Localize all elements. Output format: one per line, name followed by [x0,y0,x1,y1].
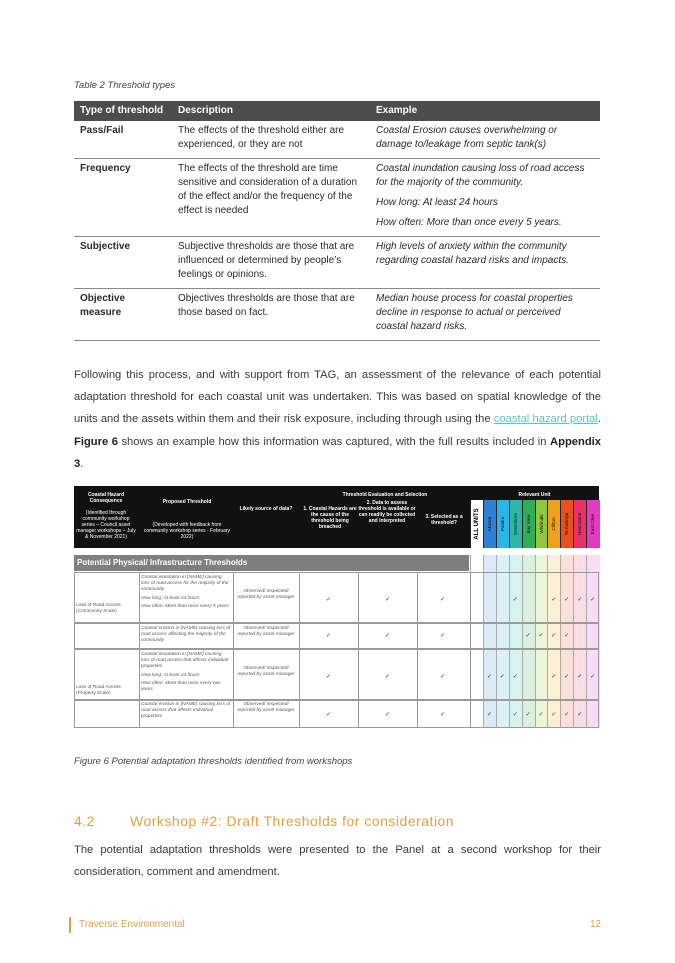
row-type: Objective measure [74,289,172,341]
fig-col-eval1: 1. Coastal Hazards are the cause of the threshold being breached [303,506,357,530]
fig-consequence: Loss of Road Access (Property Scale) [76,685,121,697]
header-description: Description [172,101,370,121]
check-mark: ✓ [551,712,557,718]
check-mark: ✓ [564,712,570,718]
coastal-hazard-portal-link[interactable]: coastal hazard portal [493,413,598,426]
grid-line [139,572,140,728]
figure-reference: Figure 6 [74,435,118,448]
check-mark: ✓ [525,712,531,718]
fig-group-eval: Threshold Evaluation and Selection [342,492,428,498]
figure-caption: Figure 6 Potential adaptation thresholds identified from workshops [74,756,353,767]
check-mark: ✓ [326,674,332,680]
fig-threshold-text: Coastal inundation in [NAME] causing loss of road access that affects individual properties How long: At least 24 hours How often: More than once every two years [141,652,229,693]
check-mark: ✓ [590,597,596,603]
row-description: The effects of the threshold are time sensitive and consideration of a duration of the effect and/or the frequency of the effect is needed [172,159,370,237]
check-mark: ✓ [440,597,446,603]
row-example: Median house process for coastal properties decline in response to actual or perceived coastal hazard risks. [370,289,600,341]
unit-column-header [470,500,484,548]
row-example: Coastal Erosion causes overwhelming or damage to/leakage from septic tank(s) [370,121,600,159]
fig-col-consequence: Coastal Hazard Consequence [87,492,125,504]
table-row [74,159,600,237]
check-mark: ✓ [326,597,332,603]
unit-column-header [535,500,549,548]
fig-source-text: Observed/ inspected/ reported by asset manager [237,589,295,601]
unit-column-header [547,500,561,548]
fig-source-text: Observed/ inspected/ reported by asset manager [237,666,295,678]
fig-source-text: Observed/ inspected/ reported by asset manager [237,626,295,638]
check-mark: ✓ [440,633,446,639]
fig-col-eval3: 3. Selected as a threshold? [425,514,463,526]
check-mark: ✓ [326,712,332,718]
fig-col-likely: Likely source of data? [239,506,293,512]
unit-column-header [522,500,536,548]
check-mark: ✓ [564,633,570,639]
row-description: Subjective thresholds are those that are influenced or determined by people’s feelings or opinions. [172,237,370,289]
body-paragraph-2: The potential adaptation thresholds were presented to the Panel at a second workshop for their consideration, comment and amendment. [74,844,601,879]
check-mark: ✓ [486,712,492,718]
grid-line [299,572,300,728]
check-mark: ✓ [538,633,544,639]
fig-col-proposed-sub: (Developed with feedback from community workshop series - February 2022) [143,522,231,540]
row-type: Pass/Fail [74,121,172,159]
fig-section-band: Potential Physical/ Infrastructure Thresholds [74,555,469,571]
fig-col-consequence-sub: (Identified through community workshop series – Council asset manager workshops – July & November 2021) [76,510,136,540]
row-description: Objectives thresholds are those that are those based on fact. [172,289,370,341]
fig-threshold-text: Coastal erosion in [NAME] causing loss of road access affecting the majority of the community [141,626,231,644]
row-example: Coastal inundation causing loss of road access for the majority of the community. How long: At least 24 hours How often: More than once every 5 years. [370,159,600,237]
fig-col-eval2: 2. Data to assess threshold is available or can readily be collected and interpreted [358,500,416,524]
unit-name: Pataka [499,516,505,532]
unit-column-header [509,500,523,548]
check-mark: ✓ [440,674,446,680]
check-mark: ✓ [512,674,518,680]
fig-source-text: Observed/ inspected/ reported by asset manager [237,702,295,714]
unit-column-header [496,500,510,548]
check-mark: ✓ [564,597,570,603]
unit-name: Akaroa [486,516,492,532]
check-mark: ✓ [385,712,391,718]
fig-col-proposed: Proposed Threshold [162,499,212,505]
check-mark: ✓ [326,633,332,639]
header-example: Example [370,101,600,121]
fig-consequence: Loss of Road Access (Community Scale) [76,603,121,615]
fig-group-units: Relevant Unit [518,492,551,498]
check-mark: ✓ [525,633,531,639]
unit-name: Clifton [551,517,557,531]
footer-accent-bar [69,917,71,933]
check-mark: ✓ [385,674,391,680]
unit-name: ALL UNITS [474,508,480,540]
table-row [74,237,600,289]
table-row [74,121,600,159]
unit-name: Westshore [512,513,518,535]
check-mark: ✓ [486,674,492,680]
check-mark: ✓ [499,674,505,680]
check-mark: ✓ [538,712,544,718]
table-caption: Table 2 Threshold types [74,80,176,91]
check-mark: ✓ [440,712,446,718]
grid-line [470,572,471,728]
grid-line [417,572,418,728]
grid-line [358,572,359,728]
table-row [74,289,600,341]
page-number: 12 [590,919,602,930]
check-mark: ✓ [577,597,583,603]
table-header-row [74,101,600,121]
unit-column-header [573,500,587,548]
unit-name: Te Awanga [564,512,570,536]
check-mark: ✓ [385,633,391,639]
check-mark: ✓ [564,674,570,680]
check-mark: ✓ [590,674,596,680]
row-type: Subjective [74,237,172,289]
check-mark: ✓ [385,597,391,603]
fig-threshold-text: Coastal erosion in [NAME] causing loss of road access that affects individual properties [141,702,231,720]
section-heading: 4.2 Workshop #2: Draft Thresholds for consideration [74,813,455,829]
check-mark: ✓ [577,674,583,680]
unit-name: Whirinaki [538,514,544,534]
check-mark: ✓ [551,674,557,680]
unit-name: Haumoana [577,512,583,536]
unit-name: Bay View [525,514,531,534]
unit-name: East Clive [590,513,596,535]
unit-column-header [483,500,497,548]
threshold-types-table [74,101,600,341]
unit-column-header [586,500,600,548]
row-example: High levels of anxiety within the community regarding coastal hazard risks and impacts. [370,237,600,289]
appendix-reference: Appendix 3 [74,435,602,470]
unit-column-header [560,500,574,548]
check-mark: ✓ [577,712,583,718]
header-type: Type of threshold [74,101,172,121]
figure-thresholds-image [74,486,599,730]
check-mark: ✓ [551,633,557,639]
check-mark: ✓ [512,712,518,718]
row-type: Frequency [74,159,172,237]
check-mark: ✓ [512,597,518,603]
row-description: The effects of the threshold either are experienced, or they are not [172,121,370,159]
footer-company: Traverse Environmental [79,919,185,930]
fig-threshold-text: Coastal inundation in [NAME] causing loss of road access for the majority of the community How long: At least 24 hours How often: More than once every 5 years [141,575,229,609]
body-paragraph: Following this process, and with support from TAG, an assessment of the relevance of each potential adaptation threshold for each coastal unit was undertaken. This was based on spatial knowledge of the units and the assets within them and their risk exposure, including through using the coastal hazard portal. Figure 6 shows an example how this information was captured, with the full results included in Appendix 3. [74,369,602,470]
check-mark: ✓ [551,597,557,603]
